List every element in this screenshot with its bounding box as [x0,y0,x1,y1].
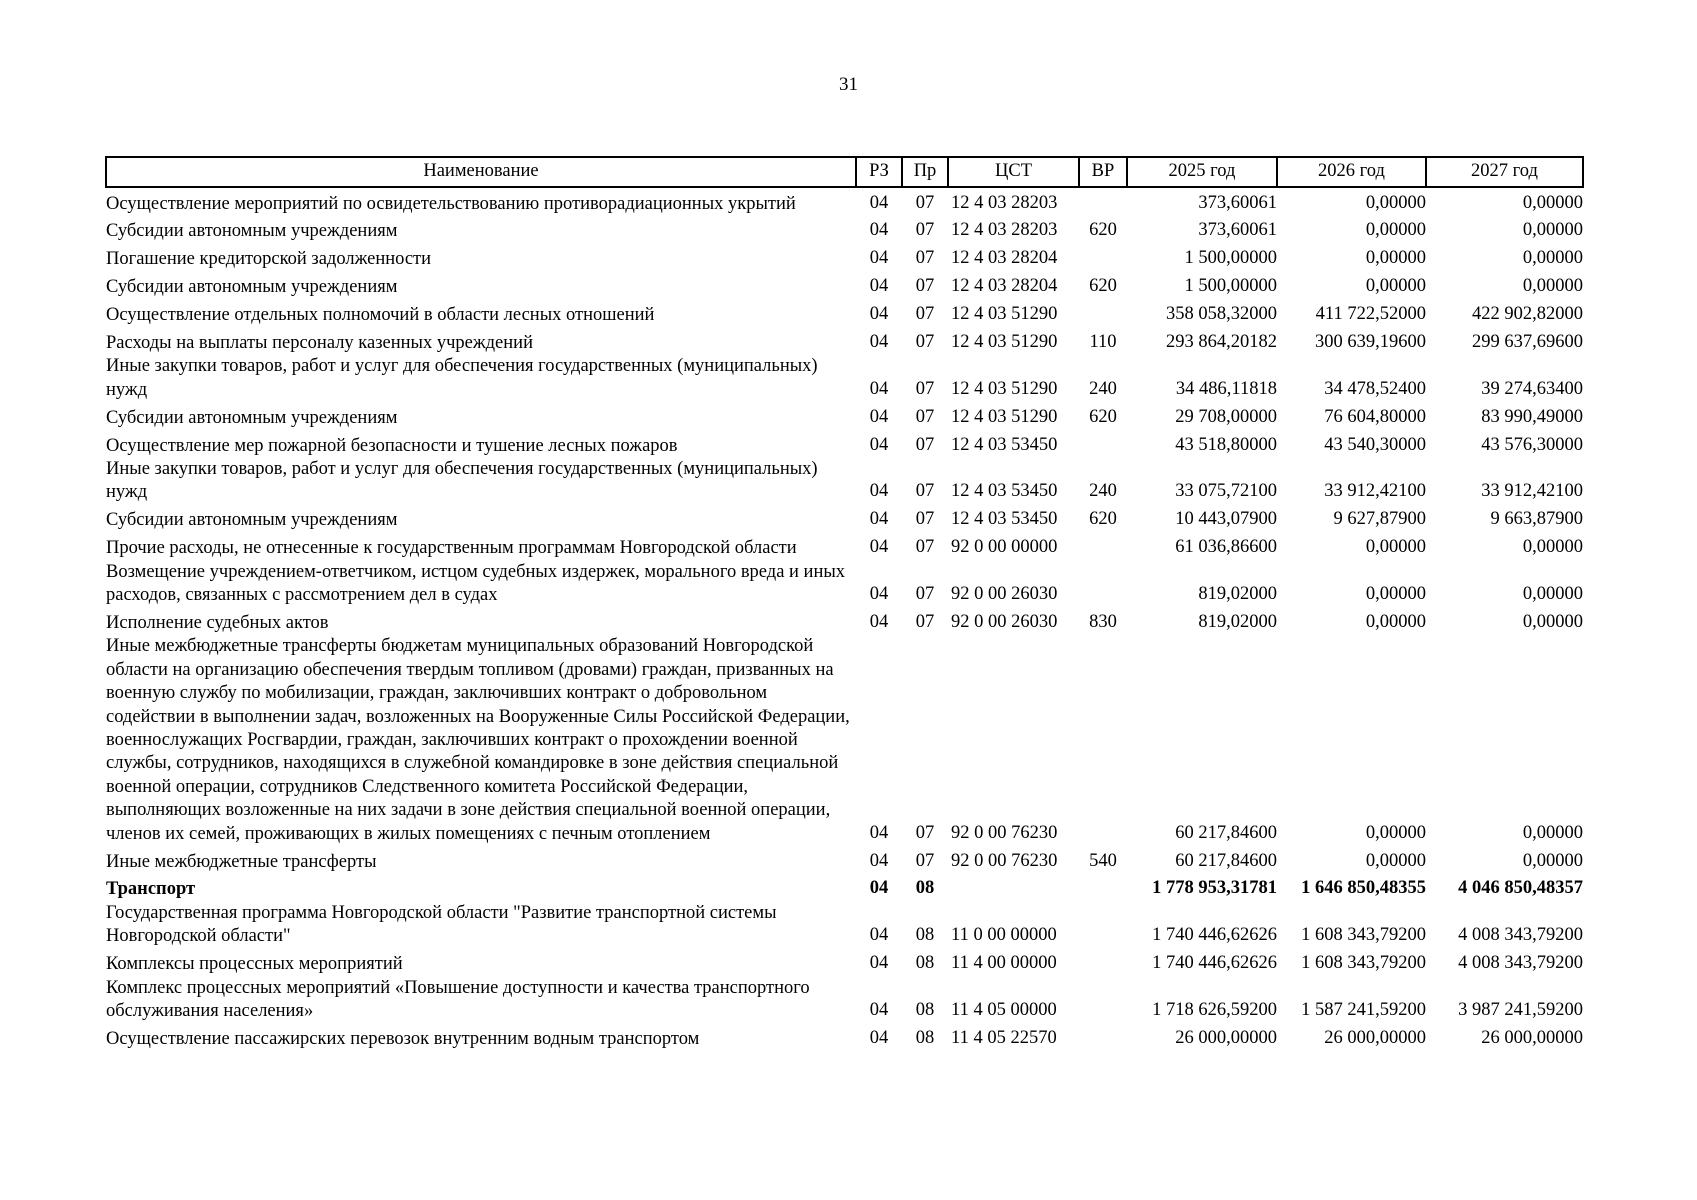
row-2025: 373,60061 [1198,220,1277,241]
row-2026: 0,00000 [1365,276,1426,297]
row-2027: 43 576,30000 [1481,434,1583,455]
row-vr: 620 [1089,509,1117,530]
table-row [106,430,1583,458]
row-2026: 1 608 343,79200 [1301,953,1426,974]
row-2027: 422 902,82000 [1472,304,1583,325]
row-vr [1079,902,1127,949]
row-2026: 0,00000 [1365,850,1426,871]
row-cst [948,874,1079,902]
row-cst: 92 0 00 26030 [951,584,1058,605]
row-2026: 43 540,30000 [1324,434,1426,455]
row-rz: 04 [869,953,889,974]
row-2027: 0,00000 [1522,612,1583,632]
row-2027: 0,00000 [1522,584,1583,605]
row-name: Иные закупки товаров, работ и услуг для обеспечения государственных (муниципальных) нужд [106,459,818,503]
table-row [106,458,1583,505]
table-row [106,244,1583,272]
row-2025: 43 518,80000 [1175,434,1277,455]
row-rz: 04 [869,584,889,605]
row-2025: 34 486,11818 [1175,378,1277,399]
row-vr [1079,533,1127,561]
table-row [106,187,1583,216]
row-pr: 07 [915,332,935,353]
row-cst: 12 4 03 51290 [951,406,1058,427]
row-2026: 0,00000 [1365,220,1426,241]
table-row [106,533,1583,561]
row-pr: 08 [915,925,935,946]
row-pr: 08 [915,1027,935,1048]
row-vr: 240 [1089,481,1117,502]
row-rz: 04 [869,220,889,241]
row-2026: 0,00000 [1365,248,1426,269]
row-vr: 540 [1089,850,1117,871]
header-2027: 2027 год [1426,157,1583,187]
row-name: Комплексы процессных мероприятий [106,954,403,975]
row-pr: 07 [915,509,935,530]
row-2026: 0,00000 [1365,822,1426,843]
row-2025: 1 740 446,62626 [1152,925,1277,946]
row-2027: 26 000,00000 [1481,1027,1583,1048]
row-2027: 4 008 343,79200 [1458,953,1583,974]
row-pr: 07 [915,304,935,325]
row-cst: 12 4 03 53450 [951,434,1058,455]
row-rz: 04 [869,1027,889,1048]
row-rz: 04 [869,481,889,502]
row-vr [1079,635,1127,846]
row-pr: 08 [915,1000,935,1020]
row-2026: 26 000,00000 [1324,1027,1426,1048]
row-name: Исполнение судебных актов [106,613,329,633]
row-name: Осуществление мероприятий по освидетельствованию противорадиационных укрытий [106,193,796,214]
row-pr: 07 [915,481,935,502]
row-2027: 0,00000 [1522,220,1583,241]
row-2027: 0,00000 [1522,276,1583,297]
row-pr: 07 [915,406,935,427]
row-rz: 04 [869,378,889,399]
row-2025: 60 217,84600 [1175,822,1277,843]
row-name: Осуществление отдельных полномочий в области лесных отношений [106,305,655,326]
row-name: Государственная программа Новгородской области "Развитие транспортной системы Новгородской области" [106,902,777,947]
row-name: Осуществление мер пожарной безопасности и тушение лесных пожаров [106,435,678,456]
row-vr [1079,977,1127,1024]
row-2027: 3 987 241,59200 [1458,1000,1583,1020]
row-2026: 1 646 850,48355 [1301,878,1426,899]
header-2025: 2025 год [1127,157,1277,187]
row-vr [1079,1023,1127,1051]
row-pr: 07 [915,220,935,241]
row-name: Иные межбюджетные трансферты [106,851,377,872]
table-header-row [106,157,1583,187]
row-2026: 76 604,80000 [1324,406,1426,427]
row-2027: 9 663,87900 [1490,509,1583,530]
row-name: Иные закупки товаров, работ и услуг для обеспечения государственных (муниципальных) нужд [106,356,818,400]
budget-table [105,156,1584,1051]
row-2025: 1 778 953,31781 [1152,878,1277,899]
row-2025: 358 058,32000 [1166,304,1277,325]
row-name: Субсидии автономным учреждениям [106,510,398,531]
page-number: 31 [839,74,858,95]
row-vr [1079,430,1127,458]
row-rz: 04 [869,304,889,325]
row-name: Субсидии автономным учреждениям [106,221,398,242]
row-name: Расходы на выплаты персоналу казенных учреждений [106,333,533,354]
row-vr [1079,187,1127,216]
row-2025: 61 036,86600 [1175,537,1277,558]
row-2027: 0,00000 [1522,248,1583,269]
row-2027: 0,00000 [1522,850,1583,871]
row-2027: 0,00000 [1522,537,1583,558]
row-rz: 04 [869,248,889,269]
row-2025: 819,02000 [1198,612,1277,632]
row-pr: 07 [915,584,935,605]
row-2027: 39 274,63400 [1481,378,1583,399]
row-vr [1079,244,1127,272]
row-name: Осуществление пассажирских перевозок внутренним водным транспортом [106,1028,700,1049]
table-row [106,272,1583,300]
row-vr [1079,874,1127,902]
row-cst: 12 4 03 51290 [951,332,1058,353]
row-pr: 07 [915,378,935,399]
row-pr: 08 [915,953,935,974]
row-2026: 300 639,19600 [1315,332,1426,353]
table-row [106,216,1583,244]
header-pr: Пр [902,157,948,187]
table-row [106,846,1583,874]
row-2026: 0,00000 [1365,192,1426,213]
row-pr: 08 [915,878,935,899]
row-cst: 11 4 05 22570 [951,1027,1057,1048]
row-cst: 92 0 00 76230 [951,850,1058,871]
row-rz: 04 [869,822,889,843]
row-2025: 1 500,00000 [1184,276,1277,297]
row-name: Субсидии автономным учреждениям [106,277,398,298]
row-rz: 04 [869,434,889,455]
row-2027: 83 990,49000 [1481,406,1583,427]
row-cst: 12 4 03 28203 [951,192,1058,213]
row-2025: 1 718 626,59200 [1152,1000,1277,1020]
table-row [106,874,1583,902]
row-2027: 4 046 850,48357 [1458,878,1583,899]
row-rz: 04 [869,925,889,946]
row-2026: 0,00000 [1365,584,1426,605]
row-2025: 373,60061 [1198,192,1277,213]
row-2027: 299 637,69600 [1472,332,1583,353]
header-vr: ВР [1079,157,1127,187]
row-cst: 11 4 00 00000 [951,953,1057,974]
row-pr: 07 [915,612,935,632]
row-name: Транспорт [106,879,196,900]
row-rz: 04 [869,406,889,427]
row-name: Погашение кредиторской задолженности [106,249,432,270]
row-rz: 04 [869,537,889,558]
row-cst: 12 4 03 53450 [951,481,1058,502]
row-pr: 07 [915,822,935,843]
header-2026: 2026 год [1277,157,1426,187]
row-vr: 240 [1089,378,1117,399]
row-pr: 07 [915,537,935,558]
table-row [106,635,1583,846]
row-pr: 07 [915,276,935,297]
table-row [106,355,1583,402]
table-row [106,328,1583,356]
row-2025: 1 740 446,62626 [1152,953,1277,974]
table-row [106,505,1583,533]
row-2026: 9 627,87900 [1333,509,1426,530]
row-rz: 04 [869,192,889,213]
row-cst: 92 0 00 76230 [951,822,1058,843]
row-name: Субсидии автономным учреждениям [106,407,398,428]
table-row [106,561,1583,608]
table-row [106,977,1583,1024]
row-2025: 26 000,00000 [1175,1027,1277,1048]
row-cst: 12 4 03 28203 [951,220,1058,241]
row-cst: 92 0 00 00000 [951,537,1058,558]
row-pr: 07 [915,248,935,269]
row-rz: 04 [869,332,889,353]
row-2025: 1 500,00000 [1184,248,1277,269]
row-pr: 07 [915,850,935,871]
row-rz: 04 [869,276,889,297]
row-vr: 620 [1089,220,1117,241]
row-rz: 04 [869,850,889,871]
row-rz: 04 [869,1000,889,1020]
row-vr [1079,300,1127,328]
row-vr: 620 [1089,276,1117,297]
row-2026: 34 478,52400 [1324,378,1426,399]
row-2027: 0,00000 [1522,192,1583,213]
header-rz: РЗ [856,157,902,187]
row-rz: 04 [869,878,889,899]
row-2027: 33 912,42100 [1481,481,1583,502]
row-name: Возмещение учреждением-ответчиком, истцом судебных издержек, морального вреда и иных расходов, связанных с рассмотрением дел в судах [106,561,846,606]
row-pr: 07 [915,434,935,455]
row-2026: 411 722,52000 [1315,304,1426,325]
row-2027: 4 008 343,79200 [1458,925,1583,946]
row-pr: 07 [915,192,935,213]
row-name: Прочие расходы, не отнесенные к государственным программам Новгородской области [106,538,797,559]
row-vr [1079,561,1127,608]
row-2025: 10 443,07900 [1175,509,1277,530]
row-name: Комплекс процессных мероприятий «Повышение доступности и качества транспортного обслуживания населения» [106,977,810,1021]
row-2026: 33 912,42100 [1324,481,1426,502]
row-2027: 0,00000 [1522,822,1583,843]
row-cst: 12 4 03 51290 [951,378,1058,399]
row-2025: 293 864,20182 [1166,332,1277,353]
row-vr: 830 [1089,612,1117,632]
table-row [106,902,1583,949]
row-cst: 11 0 00 00000 [951,925,1057,946]
row-cst: 12 4 03 28204 [951,248,1058,269]
row-2026: 0,00000 [1365,537,1426,558]
table-row [106,402,1583,430]
row-rz: 04 [869,612,889,632]
row-2025: 33 075,72100 [1175,481,1277,502]
row-cst: 12 4 03 53450 [951,509,1058,530]
row-cst: 12 4 03 51290 [951,304,1058,325]
row-rz: 04 [869,509,889,530]
header-cst: ЦСТ [948,157,1079,187]
row-2026: 1 587 241,59200 [1301,1000,1426,1020]
row-vr [1079,949,1127,977]
table-row [106,1023,1583,1051]
row-cst: 11 4 05 00000 [951,1000,1057,1020]
row-2026: 0,00000 [1365,612,1426,632]
row-cst: 12 4 03 28204 [951,276,1058,297]
header-name: Наименование [106,157,856,187]
row-cst: 92 0 00 26030 [951,612,1058,632]
row-name: Иные межбюджетные трансферты бюджетам муниципальных образований Новгородской области на организацию обеспечения твердым топливом (дровами) граждан, призванных на военную службу по мобилизации, граждан, заключивших контракт о добровольном содействии в выполнении задач, возложенных на Вооруженные Силы Российской Федерации, военнослужащих Росгвардии, граждан, заключивших контракт о прохождении военной службы, сотрудников, находящихся в служебной командировке в зоне действия специальной военной операции, сотрудников Следственного комитета Российской Федерации, выполняющих возложенные на них задачи в зоне действия специальной военной операции, членов их семей, проживающих в жилых помещениях с печным отоплением [106,636,850,844]
row-2025: 60 217,84600 [1175,850,1277,871]
row-vr: 110 [1089,332,1117,353]
row-2025: 29 708,00000 [1175,406,1277,427]
row-vr: 620 [1089,406,1117,427]
table-row [106,949,1583,977]
table-row [106,608,1583,636]
row-2025: 819,02000 [1198,584,1277,605]
table-row [106,300,1583,328]
row-2026: 1 608 343,79200 [1301,925,1426,946]
